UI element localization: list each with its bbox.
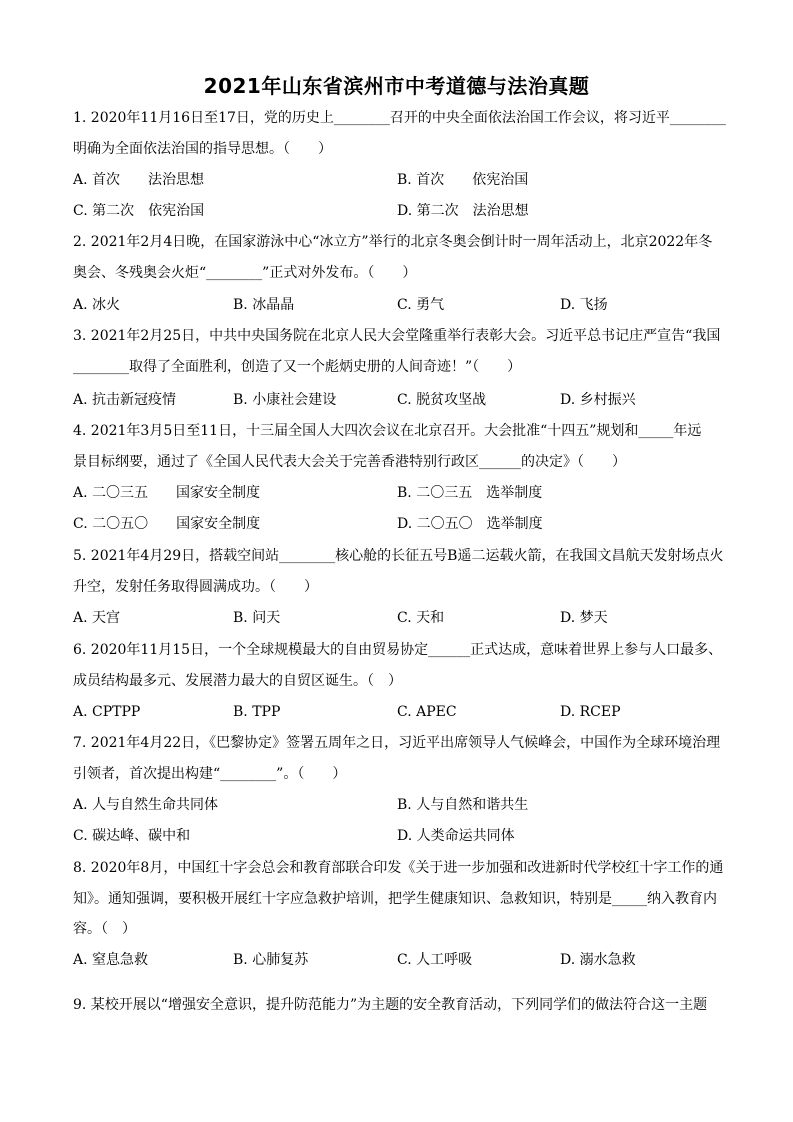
question-8-option-b[interactable]: B. 心肺复苏 xyxy=(233,952,309,968)
question-8-line-2: 知》。通知强调，要积极开展红十字应急救护培训，把学生健康知识、急救知识，特别是_____纳入教育内 xyxy=(73,891,717,907)
question-6-option-d[interactable]: D. RCEP xyxy=(560,704,621,720)
question-5-line-2: 升空，发射任务取得圆满成功。（ ） xyxy=(73,579,318,595)
question-4-option-c[interactable]: C. 二〇五〇 国家安全制度 xyxy=(73,516,261,532)
question-7-option-d[interactable]: D. 人类命运共同体 xyxy=(397,828,515,844)
question-4-line-2: 景目标纲要，通过了《全国人民代表大会关于完善香港特别行政区______的决定》（ ） xyxy=(73,454,626,470)
question-8-option-c[interactable]: C. 人工呼吸 xyxy=(397,952,473,968)
question-3-option-d[interactable]: D. 乡村振兴 xyxy=(560,392,636,408)
page-title: 2021年山东省滨州市中考道德与法治真题 xyxy=(203,74,590,98)
question-1-line-2: 明确为全面依法治国的指导思想。（ ） xyxy=(73,141,332,157)
question-5-option-b[interactable]: B. 问天 xyxy=(233,610,281,626)
question-7-option-c[interactable]: C. 碳达峰、碳中和 xyxy=(73,828,191,844)
question-8-line-3: 容。（ ） xyxy=(73,921,136,937)
question-3-option-a[interactable]: A. 抗击新冠疫情 xyxy=(73,392,177,408)
question-4-option-d[interactable]: D. 二〇五〇 选举制度 xyxy=(397,516,543,532)
question-1-option-c[interactable]: C. 第二次 依宪治国 xyxy=(73,203,205,219)
question-7-line-2: 引领者，首次提出构建“________”。（ ） xyxy=(73,766,347,782)
question-1-option-b[interactable]: B. 首次 依宪治国 xyxy=(397,172,529,188)
question-5-option-a[interactable]: A. 天宫 xyxy=(73,610,121,626)
question-3-line-2: ________取得了全面胜利，创造了又一个彪炳史册的人间奇迹！”（ ） xyxy=(73,359,522,375)
question-1-line-1: 1. 2020年11月16日至17日，党的历史上________召开的中央全面依法治国工作会议，将习近平________ xyxy=(73,110,726,126)
question-4-option-b[interactable]: B. 二〇三五 选举制度 xyxy=(397,485,543,501)
question-4-line-1: 4. 2021年3月5日至11日，十三届全国人大四次会议在北京召开。大会批准“十四五”规划和_____年远 xyxy=(73,423,702,439)
question-7-line-1: 7. 2021年4月22日，《巴黎协定》签署五周年之日，习近平出席领导人气候峰会，中国作为全球环境治理 xyxy=(73,735,721,751)
question-1-option-d[interactable]: D. 第二次 法治思想 xyxy=(397,203,529,219)
question-2-option-b[interactable]: B. 冰晶晶 xyxy=(233,297,295,313)
question-5-option-c[interactable]: C. 天和 xyxy=(397,610,445,626)
question-2-option-c[interactable]: C. 勇气 xyxy=(397,297,445,313)
question-3-option-b[interactable]: B. 小康社会建设 xyxy=(233,392,337,408)
question-7-option-b[interactable]: B. 人与自然和谐共生 xyxy=(397,797,529,813)
question-8-option-a[interactable]: A. 窒息急救 xyxy=(73,952,149,968)
question-6-option-c[interactable]: C. APEC xyxy=(397,704,457,720)
question-7-option-a[interactable]: A. 人与自然生命共同体 xyxy=(73,797,219,813)
question-6-option-a[interactable]: A. CPTPP xyxy=(73,704,141,720)
question-2-line-1: 2. 2021年2月4日晚，在国家游泳中心“冰立方”举行的北京冬奥会倒计时一周年活动上，北京2022年冬 xyxy=(73,234,713,250)
question-5-option-d[interactable]: D. 梦天 xyxy=(560,610,608,626)
question-5-line-1: 5. 2021年4月29日，搭载空间站________核心舱的长征五号B遥二运载火箭，在我国文昌航天发射场点火 xyxy=(73,548,724,564)
question-2-line-2: 奥会、冬残奥会火炬“________”正式对外发布。（ ） xyxy=(73,265,417,281)
question-2-option-d[interactable]: D. 飞扬 xyxy=(560,297,608,313)
question-4-option-a[interactable]: A. 二〇三五 国家安全制度 xyxy=(73,485,261,501)
question-8-line-1: 8. 2020年8月，中国红十字会总会和教育部联合印发《关于进一步加强和改进新时代学校红十字工作的通 xyxy=(73,860,724,876)
question-2-option-a[interactable]: A. 冰火 xyxy=(73,297,121,313)
question-1-option-a[interactable]: A. 首次 法治思想 xyxy=(73,172,205,188)
question-3-line-1: 3. 2021年2月25日，中共中央国务院在北京人民大会堂隆重举行表彰大会。习近平总书记庄严宣告“我国 xyxy=(73,328,721,344)
question-8-option-d[interactable]: D. 溺水急救 xyxy=(560,952,636,968)
question-6-line-1: 6. 2020年11月15日，一个全球规模最大的自由贸易协定______正式达成，意味着世界上参与人口最多、 xyxy=(73,642,723,658)
question-3-option-c[interactable]: C. 脱贫攻坚战 xyxy=(397,392,487,408)
question-6-option-b[interactable]: B. TPP xyxy=(233,704,281,720)
question-9-line-1: 9. 某校开展以“增强安全意识，提升防范能力”为主题的安全教育活动，下列同学们的做法符合这一主题 xyxy=(73,997,708,1013)
question-6-line-2: 成员结构最多元、发展潜力最大的自贸区诞生。（ ） xyxy=(73,673,402,689)
